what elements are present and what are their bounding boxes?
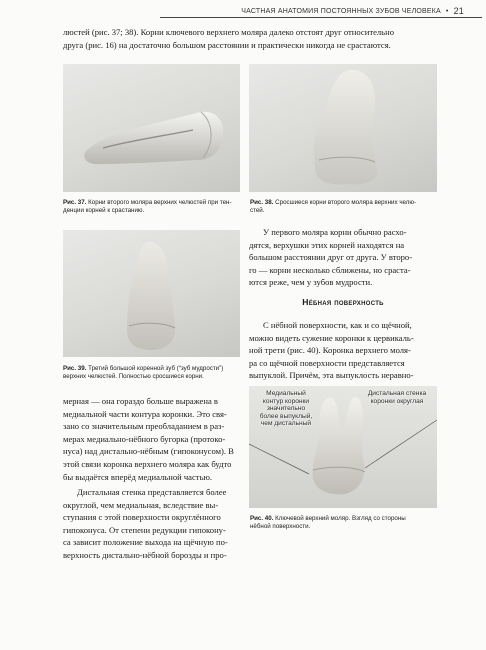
caption-label: Рис. 38. <box>250 199 274 206</box>
right-paragraph-2 <box>249 319 437 382</box>
caption-line: нёбной поверхности. <box>250 523 311 531</box>
caption-line: стей. <box>250 207 265 215</box>
header-bullet: • <box>445 7 449 15</box>
text-line: этой связи коронка верхнего моляра как будто <box>63 458 232 469</box>
caption-line: Корни второго моляра верхних челюстей при тен- <box>88 199 232 206</box>
figure-37-caption <box>63 199 243 216</box>
callout-line: Медиальный <box>266 390 306 397</box>
caption-label: Рис. 40. <box>250 515 274 522</box>
caption-line: Ключевой верхний моляр. Взгляд со стороны <box>275 515 406 522</box>
text-line: округлой, чем медиальная, вследствие вы- <box>63 499 219 510</box>
figure-37-photo <box>63 64 240 192</box>
text-line: верхность дистально-нёбной борозды и про- <box>63 549 227 560</box>
left-pointer-line <box>249 444 309 474</box>
figure-39-caption <box>63 365 243 382</box>
caption-line: Третий большой коренной зуб (“зуб мудрости”) <box>88 365 224 372</box>
text-line: са зависит положение выхода на щёчную по- <box>63 537 228 548</box>
text-line: Дистальная стенка представляется более <box>77 487 227 497</box>
callout-line: коронки округлая <box>370 397 424 405</box>
figure-38-photo <box>249 64 437 192</box>
text-line: мерах медиально-нёбного бугорка (протоко- <box>63 433 226 444</box>
callout-line: более выпуклый, <box>259 412 313 420</box>
text-line: ра со щёчной поверхности представляется <box>249 357 405 368</box>
wisdom-tooth-image <box>63 230 240 357</box>
text-line: ются реже, чем у зубов мудрости. <box>249 277 373 288</box>
text-line: ступания с этой поверхности округлённого <box>63 512 221 523</box>
text-line: гипоконуса. От степени редукции гипокону- <box>63 524 226 535</box>
right-paragraph-1 <box>249 226 437 289</box>
figure-40-caption <box>250 515 440 532</box>
caption-label: Рис. 39. <box>63 365 87 372</box>
text-line: ной трети (рис. 40). Коронка верхнего моля- <box>249 345 411 356</box>
text-line: нуса) над дистально-нёбным (гипоконусом). В <box>63 446 234 457</box>
text-line: мерная — она гораздо больше выражена в <box>63 396 218 406</box>
header-rule <box>160 17 482 18</box>
callout-line: контур коронки <box>262 397 310 405</box>
caption-line: денции корней к срастанию. <box>63 207 145 215</box>
running-title: ЧАСТНАЯ АНАТОМИЯ ПОСТОЯННЫХ ЗУБОВ ЧЕЛОВЕКА <box>241 7 441 15</box>
figure-39-photo <box>63 230 240 357</box>
tooth-roots-image <box>63 64 240 192</box>
figure-38-caption <box>250 199 440 216</box>
section-heading: Нёбная поверхность <box>302 297 384 307</box>
text-line: зано со значительным преобладанием в раз- <box>63 421 225 432</box>
callout-line: чем дистальный <box>260 420 312 428</box>
intro-line: люстей (рис. 37; 38). Корни ключевого верхнего моляра далеко отстоят друг относительно <box>63 27 394 37</box>
text-line: С нёбной поверхности, как и со щёчной, <box>263 320 412 330</box>
text-line: У первого моляра корни обычно расхо- <box>263 227 407 237</box>
caption-label: Рис. 37. <box>63 199 87 206</box>
callout-line: Дистальная стенка <box>367 390 427 397</box>
callout-line: значительно <box>266 405 306 413</box>
text-line: бы выдаётся вперёд медиальной частью. <box>63 471 213 482</box>
text-line: можно видеть сужение коронки к цервикаль- <box>249 332 414 343</box>
text-line: выпуклой. Причём, эта выпуклость неравно- <box>249 370 414 381</box>
left-callout <box>253 390 319 428</box>
fused-roots-image <box>249 64 437 192</box>
text-line: большом расстоянии друг от друга. У второ- <box>249 252 413 263</box>
caption-line: верхних челюстей. Полностью сросшиеся корни. <box>63 373 204 381</box>
intro-paragraph <box>63 26 449 51</box>
figure-40-photo <box>249 386 437 508</box>
running-head <box>241 6 464 16</box>
right-callout <box>361 390 433 405</box>
intro-line: друга (рис. 16) на достаточно большом расстоянии и практически никогда не срастаются. <box>63 39 391 50</box>
caption-line: Сросшиеся корни второго моляра верхних челю- <box>275 199 417 206</box>
right-pointer-line <box>365 420 437 468</box>
page-number: 21 <box>453 6 464 16</box>
text-line: дятся, верхушки этих корней находятся на <box>249 239 405 250</box>
left-paragraph-2 <box>63 486 239 562</box>
text-line: го — корни несколько сближены, но сраста- <box>249 264 411 275</box>
left-paragraph-1 <box>63 395 239 483</box>
text-line: медиальной части контура коронки. Это свя- <box>63 408 227 419</box>
